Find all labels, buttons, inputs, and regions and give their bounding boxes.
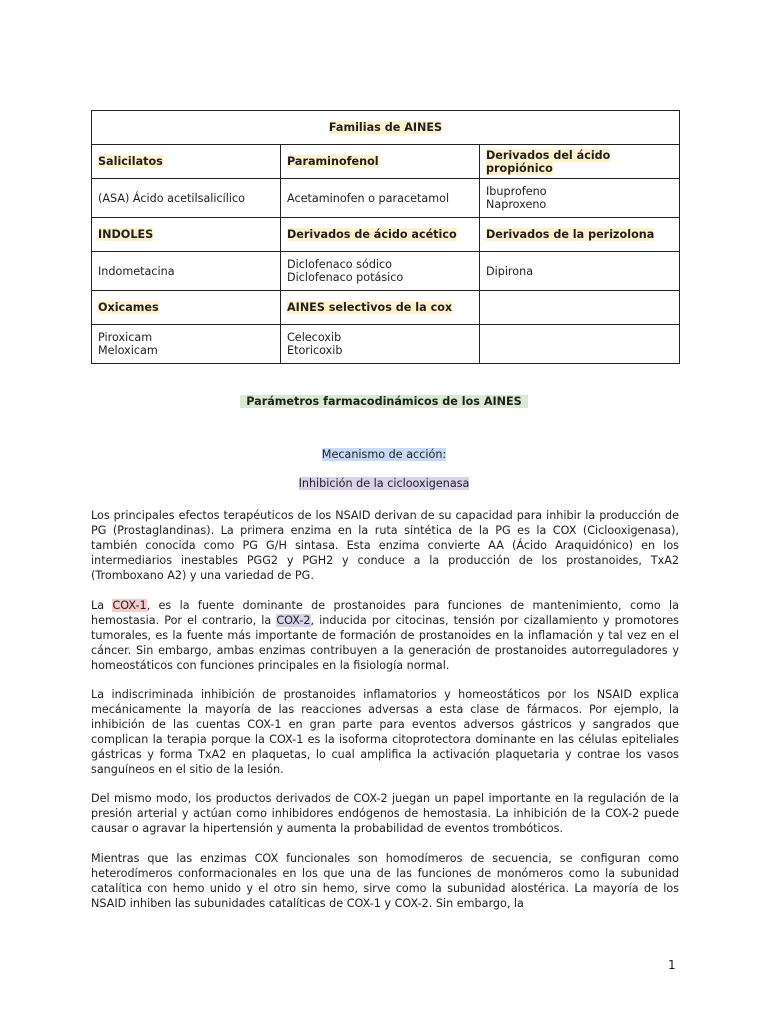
drug-list: Ibuprofeno Naproxeno (486, 185, 547, 211)
table-cell (281, 252, 480, 291)
table-cell (92, 179, 281, 218)
family-indoles: INDOLES (98, 228, 154, 241)
table-header-cell (92, 218, 281, 252)
drug-list: Diclofenaco sódico Diclofenaco potásico (287, 258, 404, 284)
table-header-cell (281, 145, 480, 179)
section-title-line (0, 395, 768, 408)
paragraph-2-start: La (91, 599, 113, 612)
family-paraminofenol: Paraminofenol (287, 155, 379, 168)
page-number: 1 (668, 958, 676, 972)
drug-list: (ASA) Ácido acetilsalicílico (98, 191, 245, 205)
family-salicilatos: Salicilatos (98, 155, 163, 168)
table-header-cell (92, 291, 281, 325)
table-header-cell (281, 218, 480, 252)
table-header-cell (480, 145, 680, 179)
paragraph-4: Del mismo modo, los productos derivados de COX-2 juegan un papel importante en la regulación de la presión arterial y actúan como inhibidores endógenos de hemostasia. La inhibición de la COX-2 puede causar o agravar la hipertensión y aumenta la probabilidad de eventos trombóticos. (91, 792, 679, 835)
family-oxicames: Oxicames (98, 301, 159, 314)
paragraph-2-middle: , es la fuente dominante de prostanoides para funciones de mantenimiento, como la hemostasia. Por el contrario, la (91, 599, 679, 627)
table-cell (92, 252, 281, 291)
drug-list: Indometacina (98, 264, 175, 278)
inhibition-title-line (0, 477, 768, 490)
mechanism-title-line (0, 448, 768, 461)
paragraph-5: Mientras que las enzimas COX funcionales son homodímeros de secuencia, se configuran como heterodímeros conformacionales en los que una de las funciones de monómeros como la subunidad catalítica con hemo unido y el otro sin hemo, sirve como la subunidad alostérica. La mayoría de los NSAID inhiben las subunidades catalíticas de COX-1 y COX-2. Sin embargo, la (91, 852, 679, 910)
cox1-highlight: COX-1 (112, 599, 147, 612)
table-cell (480, 325, 680, 364)
table-header-cell (480, 218, 680, 252)
cox2-highlight: COX-2 (276, 614, 311, 627)
aines-families-table (91, 110, 680, 364)
table-cell (92, 325, 281, 364)
table-header-row (92, 291, 680, 325)
table-header-row (92, 218, 680, 252)
paragraph-1: Los principales efectos terapéuticos de los NSAID derivan de su capacidad para inhibir la producción de PG (Prostaglandinas). La primera enzima en la ruta sintética de la PG es la COX (Ciclooxigenasa), también conocida como PG G/H sintasa. Esta enzima convierte AA (Ácido Araquidónico) en los intermediarios inestables PGG2 y PGH2 y conduce a la producción de los prostanoides, TxA2 (Tromboxano A2) y una variedad de PG. (91, 509, 679, 582)
drug-list: Acetaminofen o paracetamol (287, 191, 450, 205)
table-cell (480, 252, 680, 291)
paragraph-2-end: , inducida por citocinas, tensión por cizallamiento y promotores tumorales, es la fuente más importante de formación de prostanoides en la inflamación y tal vez en el cáncer. Sin embargo, ambas enzimas contribuyen a la generación de prostanoides autorreguladores y homeostáticos con funciones principales en la fisiología normal. (91, 614, 679, 672)
section-title: Parámetros farmacodinámicos de los AINES (240, 395, 528, 408)
family-acetico: Derivados de ácido acético (287, 228, 457, 241)
family-propionico: Derivados del ácido propiónico (486, 148, 611, 175)
table-cell (281, 325, 480, 364)
table-row (92, 252, 680, 291)
drug-list: Piroxicam Meloxicam (98, 331, 158, 357)
family-selectivos-cox: AINES selectivos de la cox (287, 301, 453, 314)
table-title-cell (92, 111, 680, 145)
paragraph-2 (91, 598, 679, 673)
drug-list: Celecoxib Etoricoxib (287, 331, 343, 357)
inhibition-title: Inhibición de la ciclooxigenasa (298, 477, 470, 490)
table-header-cell (92, 145, 281, 179)
mechanism-title: Mecanismo de acción: (321, 448, 447, 461)
table-row (92, 179, 680, 218)
table-row (92, 325, 680, 364)
table-header-cell (480, 291, 680, 325)
family-perizolona: Derivados de la perizolona (486, 228, 655, 241)
table-cell (281, 179, 480, 218)
table-title-row (92, 111, 680, 145)
drug-list: Dipirona (486, 264, 534, 278)
table-cell (480, 179, 680, 218)
paragraph-3: La indiscriminada inhibición de prostanoides inflamatorios y homeostáticos por los NSAID explica mecánicamente la mayoría de las reacciones adversas a esta clase de fármacos. Por ejemplo, la inhibición de las cuentas COX-1 en gran parte para eventos adversos gástricos y sangrados que complican la terapia porque la COX-1 es la isoforma citoprotectora dominante en las células epiteliales gástricas y forma TxA2 en plaquetas, lo cual amplifica la activación plaquetaria y contrae los vasos sanguíneos en el sitio de la lesión. (91, 688, 679, 776)
table-header-cell (281, 291, 480, 325)
table-title: Familias de AINES (328, 121, 443, 134)
table-header-row (92, 145, 680, 179)
